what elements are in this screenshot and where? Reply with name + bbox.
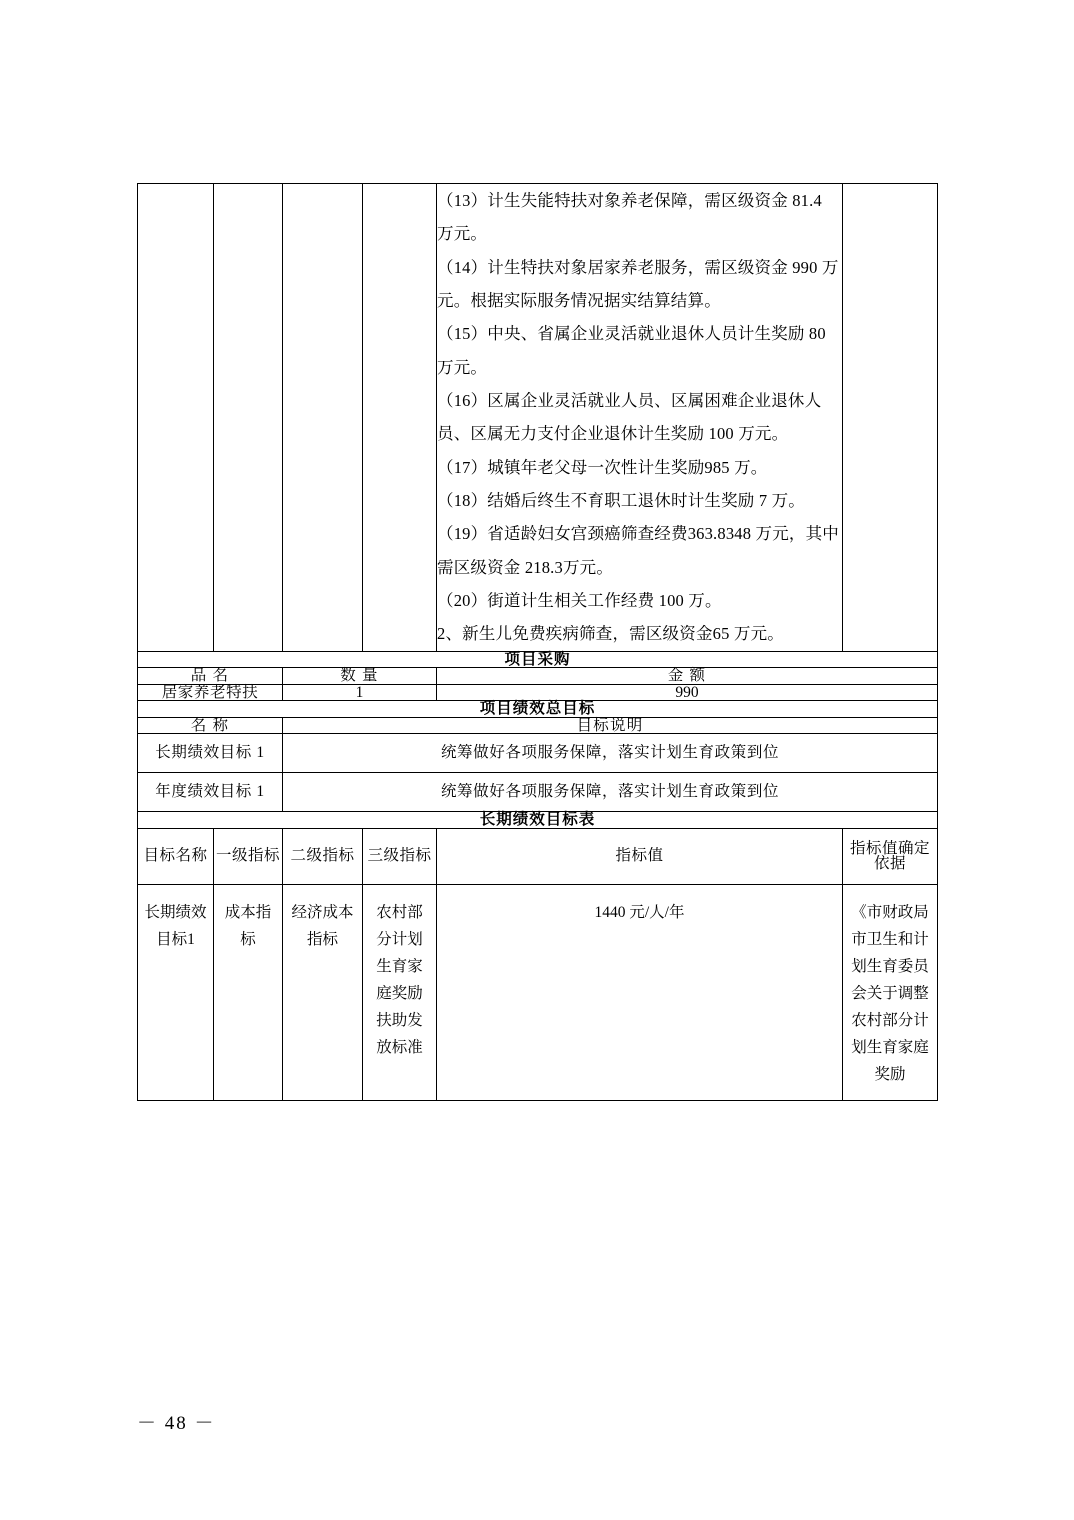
lt-header-level3: 三级指标 <box>363 828 437 884</box>
lt-cell-level1: 成本指标 <box>214 884 283 1101</box>
budget-item-17: （17）城镇年老父母一次性计生奖励985 万。 <box>437 457 768 477</box>
overall-goal-name-long-term: 长期绩效目标 1 <box>138 734 283 773</box>
procurement-header-qty: 数 量 <box>283 668 437 685</box>
procurement-header-name: 品 名 <box>138 668 283 685</box>
budget-detail-table <box>137 183 938 1101</box>
section-title-long-term-table: 长期绩效目标表 <box>138 812 938 829</box>
lt-header-level2: 二级指标 <box>283 828 363 884</box>
lt-cell-goal-name: 长期绩效目标1 <box>138 884 214 1101</box>
table-row-body <box>138 184 938 652</box>
lt-header-level1: 一级指标 <box>214 828 283 884</box>
empty-cell-col2 <box>214 184 283 652</box>
overall-goal-header-name: 名 称 <box>138 717 283 734</box>
section-header-overall-goal-row <box>138 701 938 718</box>
empty-cell-col4 <box>363 184 437 652</box>
empty-cell-col1 <box>138 184 214 652</box>
overall-goal-desc-long-term: 统筹做好各项服务保障，落实计划生育政策到位 <box>283 734 938 773</box>
procurement-cell-qty: 1 <box>283 684 437 701</box>
lt-cell-basis: 《市财政局 市卫生和计划生育委员会关于调整农村部分计划生育家庭奖励 <box>843 884 938 1101</box>
budget-item-18: （18）结婚后终生不育职工退休时计生奖励 7 万。 <box>437 490 805 510</box>
long-term-goal-header-row <box>138 828 938 884</box>
procurement-header-row <box>138 668 938 685</box>
long-term-goal-data-row <box>138 884 938 1101</box>
lt-header-goal-name: 目标名称 <box>138 828 214 884</box>
lt-cell-level3: 农村部分计划生育家庭奖励扶助发放标准 <box>363 884 437 1101</box>
empty-cell-col3 <box>283 184 363 652</box>
procurement-cell-amount: 990 <box>437 684 938 701</box>
overall-goal-name-annual: 年度绩效目标 1 <box>138 773 283 812</box>
lt-header-basis: 指标值确定依据 <box>843 828 938 884</box>
procurement-header-amount: 金 额 <box>437 668 938 685</box>
budget-item-15: （15）中央、省属企业灵活就业退休人员计生奖励 80 万元。 <box>437 324 831 377</box>
empty-cell-col6 <box>843 184 938 652</box>
budget-item-14: （14）计生特扶对象居家养老服务，需区级资金 990 万元。根据实际服务情况据实结算结算。 <box>437 257 839 310</box>
lt-header-value: 指标值 <box>437 828 843 884</box>
section-header-long-term-table-row <box>138 812 938 829</box>
budget-item-13: （13）计生失能特扶对象养老保障，需区级资金 81.4 万元。 <box>437 191 827 244</box>
budget-item-20: （20）街道计生相关工作经费 100 万。 <box>437 590 722 610</box>
overall-goal-header-desc: 目标说明 <box>283 717 938 734</box>
overall-goal-row-long-term <box>138 734 938 773</box>
section-title-overall-goal: 项目绩效总目标 <box>138 701 938 718</box>
budget-item-19: （19）省适龄妇女宫颈癌筛查经费363.8348 万元，其中需区级资金 218.3万元。 <box>437 524 839 577</box>
budget-item-16: （16）区属企业灵活就业人员、区属困难企业退休人员、区属无力支付企业退休计生奖励 100 万元。 <box>437 390 822 444</box>
section-title-procurement: 项目采购 <box>138 651 938 668</box>
procurement-cell-name: 居家养老特扶 <box>138 684 283 701</box>
lt-cell-level2: 经济成本指标 <box>283 884 363 1101</box>
procurement-data-row <box>138 684 938 701</box>
lt-cell-value: 1440 元/人/年 <box>437 884 843 1101</box>
budget-item-2: 2、新生儿免费疾病筛查，需区级资金65 万元。 <box>437 624 784 644</box>
budget-detail-text <box>437 184 843 652</box>
overall-goal-desc-annual: 统筹做好各项服务保障，落实计划生育政策到位 <box>283 773 938 812</box>
section-header-procurement-row <box>138 651 938 668</box>
overall-goal-row-annual <box>138 773 938 812</box>
page-number: － 48 － <box>137 1413 216 1434</box>
overall-goal-header-row <box>138 717 938 734</box>
